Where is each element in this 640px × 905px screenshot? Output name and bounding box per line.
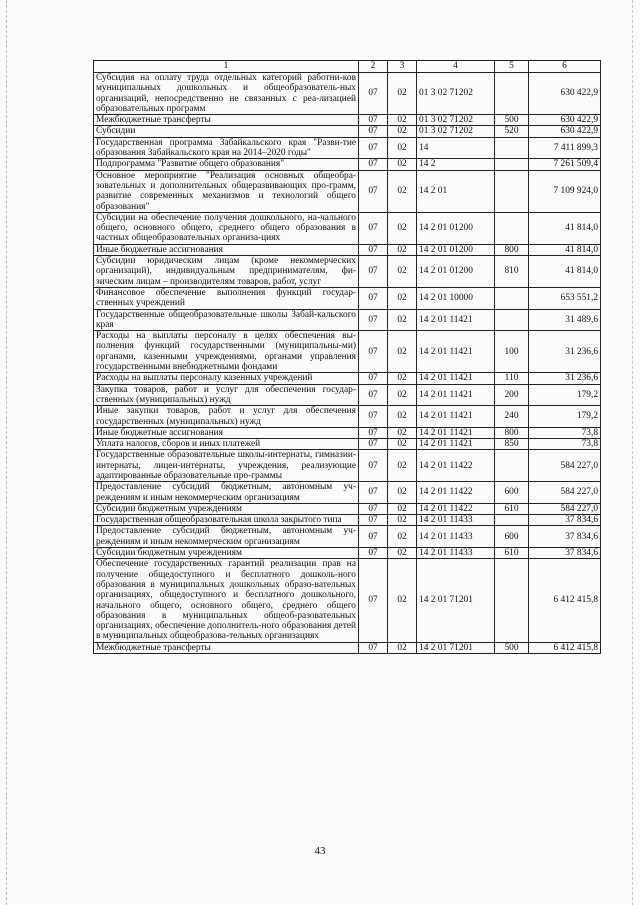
row-target-article: 14 2 01 11421 xyxy=(417,373,495,384)
row-target-article: 14 2 01 11421 xyxy=(417,331,495,373)
row-subsection-code: 02 xyxy=(388,115,417,126)
row-subsection-code: 02 xyxy=(388,548,417,559)
row-target-article: 14 2 01 11433 xyxy=(417,515,495,526)
table-row xyxy=(94,159,601,170)
row-subsection-code: 02 xyxy=(388,384,417,406)
table-row xyxy=(94,73,601,115)
table-row xyxy=(94,439,601,450)
row-section-code: 07 xyxy=(359,287,388,309)
row-section-code: 07 xyxy=(359,548,388,559)
row-description: Межбюджетные трансферты xyxy=(94,115,359,126)
row-expense-type: 500 xyxy=(495,115,529,126)
table-row xyxy=(94,126,601,137)
table-row xyxy=(94,406,601,428)
row-subsection-code: 02 xyxy=(388,256,417,288)
row-expense-type: 100 xyxy=(495,331,529,373)
row-section-code: 07 xyxy=(359,450,388,482)
row-amount: 653 551,2 xyxy=(529,287,601,309)
row-subsection-code: 02 xyxy=(388,170,417,212)
row-description: Закупка товаров, работ и услуг для обеспечения государ-ственных (муниципальных) нужд xyxy=(94,384,359,406)
row-expense-type xyxy=(495,287,529,309)
table-row xyxy=(94,115,601,126)
row-amount: 6 412 415,8 xyxy=(529,559,601,642)
row-subsection-code: 02 xyxy=(388,159,417,170)
row-description: Финансовое обеспечение выполнения функций государ-ственных учреждений xyxy=(94,287,359,309)
table-row xyxy=(94,137,601,159)
table-row xyxy=(94,384,601,406)
row-section-code: 07 xyxy=(359,115,388,126)
row-amount: 37 834,6 xyxy=(529,548,601,559)
row-amount: 41 814,0 xyxy=(529,212,601,244)
row-subsection-code: 02 xyxy=(388,482,417,504)
row-subsection-code: 02 xyxy=(388,212,417,244)
row-description: Иные бюджетные ассигнования xyxy=(94,427,359,438)
row-target-article: 14 2 01 01200 xyxy=(417,244,495,255)
row-description: Субсидии бюджетным учреждениям xyxy=(94,548,359,559)
header-col-6: 6 xyxy=(529,61,601,73)
row-description: Государственные общеобразовательные школы Забай-кальского края xyxy=(94,309,359,331)
table-row xyxy=(94,642,601,653)
row-subsection-code: 02 xyxy=(388,331,417,373)
row-expense-type xyxy=(495,137,529,159)
page-number: 43 xyxy=(314,845,326,857)
row-description: Расходы на выплаты персоналу в целях обеспечения вы-полнения функций государственными (муниципальны-ми) органами, казенными учреждениями, органами управления государственными внебюджетными фондами xyxy=(94,331,359,373)
header-col-5: 5 xyxy=(495,61,529,73)
row-expense-type xyxy=(495,515,529,526)
row-subsection-code: 02 xyxy=(388,559,417,642)
row-description: Уплата налогов, сборов и иных платежей xyxy=(94,439,359,450)
row-section-code: 07 xyxy=(359,482,388,504)
table-row xyxy=(94,559,601,642)
row-subsection-code: 02 xyxy=(388,427,417,438)
row-description: Субсидии xyxy=(94,126,359,137)
table-row xyxy=(94,515,601,526)
row-target-article: 01 3 02 71202 xyxy=(417,73,495,115)
row-subsection-code: 02 xyxy=(388,137,417,159)
budget-table xyxy=(93,60,601,654)
row-section-code: 07 xyxy=(359,212,388,244)
row-target-article: 14 2 01 11421 xyxy=(417,439,495,450)
row-subsection-code: 02 xyxy=(388,244,417,255)
row-target-article: 14 2 01 11421 xyxy=(417,427,495,438)
row-section-code: 07 xyxy=(359,427,388,438)
row-expense-type: 800 xyxy=(495,427,529,438)
table-row xyxy=(94,373,601,384)
row-expense-type: 110 xyxy=(495,373,529,384)
row-expense-type xyxy=(495,170,529,212)
row-expense-type: 240 xyxy=(495,406,529,428)
table-row xyxy=(94,244,601,255)
row-target-article: 14 2 01 11422 xyxy=(417,503,495,514)
row-target-article: 01 3 02 71202 xyxy=(417,115,495,126)
row-amount: 179,2 xyxy=(529,406,601,428)
row-description: Предоставление субсидий бюджетным, автономным уч-реждениям и иным некоммерческим организациям xyxy=(94,526,359,548)
row-expense-type xyxy=(495,559,529,642)
row-section-code: 07 xyxy=(359,406,388,428)
row-section-code: 07 xyxy=(359,159,388,170)
table-row xyxy=(94,331,601,373)
row-description: Подпрограмма "Развитие общего образования" xyxy=(94,159,359,170)
table-row xyxy=(94,503,601,514)
row-subsection-code: 02 xyxy=(388,373,417,384)
row-target-article: 14 2 01 01200 xyxy=(417,212,495,244)
row-expense-type xyxy=(495,309,529,331)
table-row xyxy=(94,309,601,331)
row-expense-type: 610 xyxy=(495,548,529,559)
table-row xyxy=(94,212,601,244)
row-section-code: 07 xyxy=(359,137,388,159)
row-section-code: 07 xyxy=(359,170,388,212)
row-description: Иные закупки товаров, работ и услуг для обеспечения государственных (муниципальных) нужд xyxy=(94,406,359,428)
row-subsection-code: 02 xyxy=(388,309,417,331)
row-section-code: 07 xyxy=(359,439,388,450)
row-section-code: 07 xyxy=(359,515,388,526)
row-expense-type: 800 xyxy=(495,244,529,255)
row-section-code: 07 xyxy=(359,526,388,548)
table-row xyxy=(94,548,601,559)
row-amount: 630 422,9 xyxy=(529,115,601,126)
row-amount: 73,8 xyxy=(529,427,601,438)
row-amount: 630 422,9 xyxy=(529,73,601,115)
table-row xyxy=(94,450,601,482)
row-amount: 584 227,0 xyxy=(529,450,601,482)
row-amount: 584 227,0 xyxy=(529,482,601,504)
row-section-code: 07 xyxy=(359,73,388,115)
row-subsection-code: 02 xyxy=(388,503,417,514)
row-subsection-code: 02 xyxy=(388,73,417,115)
header-col-4: 4 xyxy=(417,61,495,73)
row-description: Субсидии на обеспечение получения дошкольного, на-чального общего, основного общего, среднего общего образования в частных общеобразовательных организа-циях xyxy=(94,212,359,244)
row-target-article: 14 xyxy=(417,137,495,159)
row-description: Субсидии бюджетным учреждениям xyxy=(94,503,359,514)
table-header-row xyxy=(94,61,601,73)
row-subsection-code: 02 xyxy=(388,287,417,309)
header-col-1: 1 xyxy=(94,61,359,73)
table-row xyxy=(94,170,601,212)
row-subsection-code: 02 xyxy=(388,406,417,428)
row-expense-type xyxy=(495,73,529,115)
row-expense-type: 520 xyxy=(495,126,529,137)
row-amount: 7 261 509,4 xyxy=(529,159,601,170)
row-expense-type: 610 xyxy=(495,503,529,514)
row-section-code: 07 xyxy=(359,126,388,137)
page-edge-right xyxy=(632,0,634,905)
row-section-code: 07 xyxy=(359,559,388,642)
row-section-code: 07 xyxy=(359,384,388,406)
row-target-article: 14 2 01 11421 xyxy=(417,384,495,406)
row-expense-type xyxy=(495,159,529,170)
row-target-article: 14 2 01 11433 xyxy=(417,526,495,548)
header-col-3: 3 xyxy=(388,61,417,73)
row-section-code: 07 xyxy=(359,373,388,384)
row-expense-type: 850 xyxy=(495,439,529,450)
row-subsection-code: 02 xyxy=(388,526,417,548)
row-amount: 7 411 899,3 xyxy=(529,137,601,159)
row-target-article: 14 2 01 01200 xyxy=(417,256,495,288)
row-amount: 31 489,6 xyxy=(529,309,601,331)
page-edge-left xyxy=(6,0,8,905)
row-expense-type: 500 xyxy=(495,642,529,653)
row-description: Государственная общеобразовательная школа закрытого типа xyxy=(94,515,359,526)
row-target-article: 01 3 02 71202 xyxy=(417,126,495,137)
row-target-article: 14 2 01 11421 xyxy=(417,309,495,331)
row-amount: 37 834,6 xyxy=(529,526,601,548)
row-amount: 6 412 415,8 xyxy=(529,642,601,653)
row-target-article: 14 2 01 11421 xyxy=(417,406,495,428)
row-section-code: 07 xyxy=(359,244,388,255)
row-amount: 31 236,6 xyxy=(529,373,601,384)
row-subsection-code: 02 xyxy=(388,439,417,450)
row-target-article: 14 2 01 10000 xyxy=(417,287,495,309)
row-expense-type: 600 xyxy=(495,526,529,548)
row-target-article: 14 2 xyxy=(417,159,495,170)
row-description: Обеспечение государственных гарантий реализации прав на получение общедоступного и бесплатного дошколь-ного образования в муниципальных дошкольных образо-вательных организациях, общедоступного и бесплатного дошкольного, начального общего, основного общего, среднего общего образования в муниципальных общеоб-разовательных организациях, обеспечение дополнитель-ного образования детей в муниципальных общеобразова-тельных организациях xyxy=(94,559,359,642)
row-amount: 630 422,9 xyxy=(529,126,601,137)
row-target-article: 14 2 01 11422 xyxy=(417,450,495,482)
table-row xyxy=(94,287,601,309)
row-subsection-code: 02 xyxy=(388,450,417,482)
row-description: Расходы на выплаты персоналу казенных учреждений xyxy=(94,373,359,384)
row-amount: 41 814,0 xyxy=(529,256,601,288)
table-row xyxy=(94,482,601,504)
row-target-article: 14 2 01 11433 xyxy=(417,548,495,559)
row-description: Предоставление субсидий бюджетным, автономным уч-реждениям и иным некоммерческим организациям xyxy=(94,482,359,504)
header-col-2: 2 xyxy=(359,61,388,73)
row-expense-type xyxy=(495,212,529,244)
table-row xyxy=(94,256,601,288)
row-amount: 41 814,0 xyxy=(529,244,601,255)
row-description: Субсидии юридическим лицам (кроме некоммерческих организаций), индивидуальным предпринимателям, фи-зическим лицам – производителям товаров, работ, услуг xyxy=(94,256,359,288)
row-amount: 179,2 xyxy=(529,384,601,406)
row-description: Иные бюджетные ассигнования xyxy=(94,244,359,255)
row-subsection-code: 02 xyxy=(388,515,417,526)
row-subsection-code: 02 xyxy=(388,642,417,653)
row-target-article: 14 2 01 11422 xyxy=(417,482,495,504)
row-section-code: 07 xyxy=(359,642,388,653)
row-description: Государственные образовательные школы-интернаты, гимназии-интернаты, лицеи-интернаты, учреждения, реализующие адаптированные образовательные про-граммы xyxy=(94,450,359,482)
row-amount: 31 236,6 xyxy=(529,331,601,373)
row-expense-type xyxy=(495,450,529,482)
row-subsection-code: 02 xyxy=(388,126,417,137)
row-amount: 584 227,0 xyxy=(529,503,601,514)
row-target-article: 14 2 01 71201 xyxy=(417,642,495,653)
row-section-code: 07 xyxy=(359,309,388,331)
row-amount: 37 834,6 xyxy=(529,515,601,526)
row-section-code: 07 xyxy=(359,503,388,514)
row-section-code: 07 xyxy=(359,331,388,373)
table-row xyxy=(94,427,601,438)
row-description: Субсидия на оплату труда отдельных категорий работни-ков муниципальных дошкольных и общеобразователь-ных организаций, непосредственно не связанных с реа-лизацией образовательных программ xyxy=(94,73,359,115)
row-expense-type: 810 xyxy=(495,256,529,288)
row-description: Основное мероприятие "Реализация основных общеобра-зовательных и дополнительных общеразвивающих про-грамм, развитие современных механизмов и технологий общего образования" xyxy=(94,170,359,212)
row-amount: 7 109 924,0 xyxy=(529,170,601,212)
row-target-article: 14 2 01 xyxy=(417,170,495,212)
row-amount: 73,8 xyxy=(529,439,601,450)
row-expense-type: 600 xyxy=(495,482,529,504)
table-row xyxy=(94,526,601,548)
row-expense-type: 200 xyxy=(495,384,529,406)
row-target-article: 14 2 01 71201 xyxy=(417,559,495,642)
row-section-code: 07 xyxy=(359,256,388,288)
row-description: Государственная программа Забайкальского края "Разви-тие образования Забайкальского края на 2014–2020 годы" xyxy=(94,137,359,159)
row-description: Межбюджетные трансферты xyxy=(94,642,359,653)
